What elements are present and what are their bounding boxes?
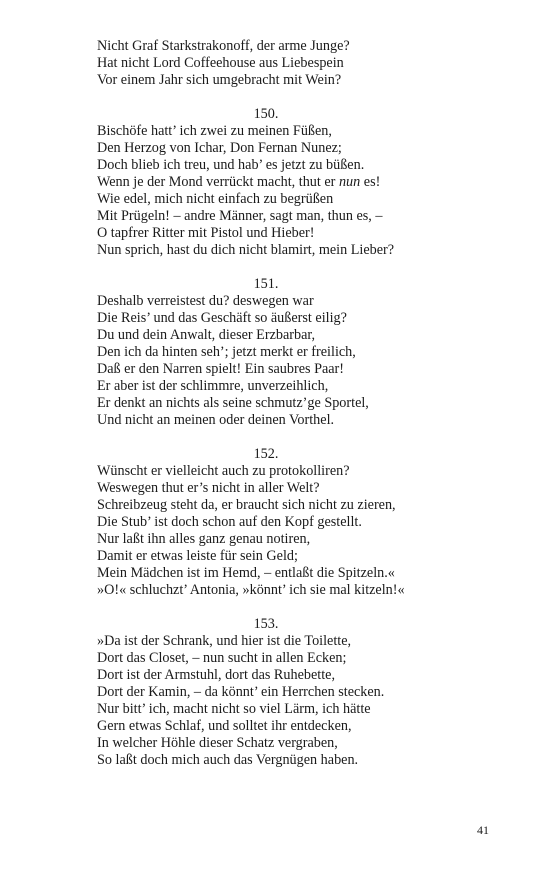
verse-line: Den ich da hinten seh’; jetzt merkt er freilich, (97, 344, 356, 360)
verse-line: Dort ist der Armstuhl, dort das Ruhebette, (97, 667, 336, 683)
verse-line: O tapfrer Ritter mit Pistol und Hieber! (97, 225, 315, 241)
verse-line: Den Herzog von Ichar, Don Fernan Nunez; (97, 140, 342, 156)
stanza-number: 152. (253, 446, 279, 462)
verse-line: »Da ist der Schrank, und hier ist die Toilette, (97, 633, 352, 649)
page-number: 41 (477, 823, 489, 837)
verse-line: Nicht Graf Starkstrakonoff, der arme Junge? (97, 38, 350, 54)
verse-line: Mein Mädchen ist im Hemd, – entlaßt die Spitzeln.« (97, 565, 395, 581)
emphasis: nun (338, 174, 361, 190)
verse-line: In welcher Höhle dieser Schatz vergraben, (97, 735, 338, 751)
verse-line: Damit er etwas leiste für sein Geld; (97, 548, 298, 564)
verse-line: Deshalb verreistest du? deswegen war (97, 293, 314, 309)
verse-line: So laßt doch mich auch das Vergnügen haben. (97, 752, 359, 768)
verse-line: Vor einem Jahr sich umgebracht mit Wein? (97, 72, 342, 88)
stanza (97, 446, 497, 599)
verse-line: Und nicht an meinen oder deinen Vorthel. (97, 412, 335, 428)
verse-line: Doch blieb ich treu, und hab’ es jetzt zu büßen. (97, 157, 365, 173)
verse-line: Die Stub’ ist doch schon auf den Kopf gestellt. (97, 514, 362, 530)
verse-line: Nun sprich, hast du dich nicht blamirt, mein Lieber? (97, 242, 395, 258)
verse-line: Dort das Closet, – nun sucht in allen Ecken; (97, 650, 347, 666)
verse-line: Gern etwas Schlaf, und solltet ihr entdecken, (97, 718, 352, 734)
verse-line: Wie edel, mich nicht einfach zu begrüßen (97, 191, 334, 207)
stanza-number: 150. (253, 106, 279, 122)
stanza-number: 151. (253, 276, 279, 292)
verse-line: Wenn je der Mond verrückt macht, thut er nun es! (97, 174, 381, 190)
verse-line: Dort der Kamin, – da könnt’ ein Herrchen stecken. (97, 684, 385, 700)
poem-text (97, 38, 497, 769)
verse-line: Nur bitt’ ich, macht nicht so viel Lärm, ich hätte (97, 701, 371, 717)
stanza-number: 153. (253, 616, 279, 632)
stanza (97, 38, 497, 89)
stanza (97, 106, 497, 259)
verse-line: Er denkt an nichts als seine schmutz’ge Sportel, (97, 395, 369, 411)
verse-line: Mit Prügeln! – andre Männer, sagt man, thun es, – (97, 208, 383, 224)
verse-line: Schreibzeug steht da, er braucht sich nicht zu zieren, (97, 497, 396, 513)
verse-line: Bischöfe hatt’ ich zwei zu meinen Füßen, (97, 123, 332, 139)
verse-line: Hat nicht Lord Coffeehouse aus Liebespein (97, 55, 344, 71)
verse-line: Die Reis’ und das Geschäft so äußerst eilig? (97, 310, 347, 326)
verse-line: Nur laßt ihn alles ganz genau notiren, (97, 531, 311, 547)
stanza (97, 616, 497, 769)
verse-line: Er aber ist der schlimmre, unverzeihlich, (97, 378, 329, 394)
verse-line: Daß er den Narren spielt! Ein saubres Paar! (97, 361, 344, 377)
verse-line: Wünscht er vielleicht auch zu protokolliren? (97, 463, 350, 479)
verse-line: »O!« schluchzt’ Antonia, »könnt’ ich sie mal kitzeln!« (97, 582, 405, 598)
verse-line: Du und dein Anwalt, dieser Erzbarbar, (97, 327, 316, 343)
verse-line: Weswegen thut er’s nicht in aller Welt? (97, 480, 320, 496)
stanza (97, 276, 497, 429)
